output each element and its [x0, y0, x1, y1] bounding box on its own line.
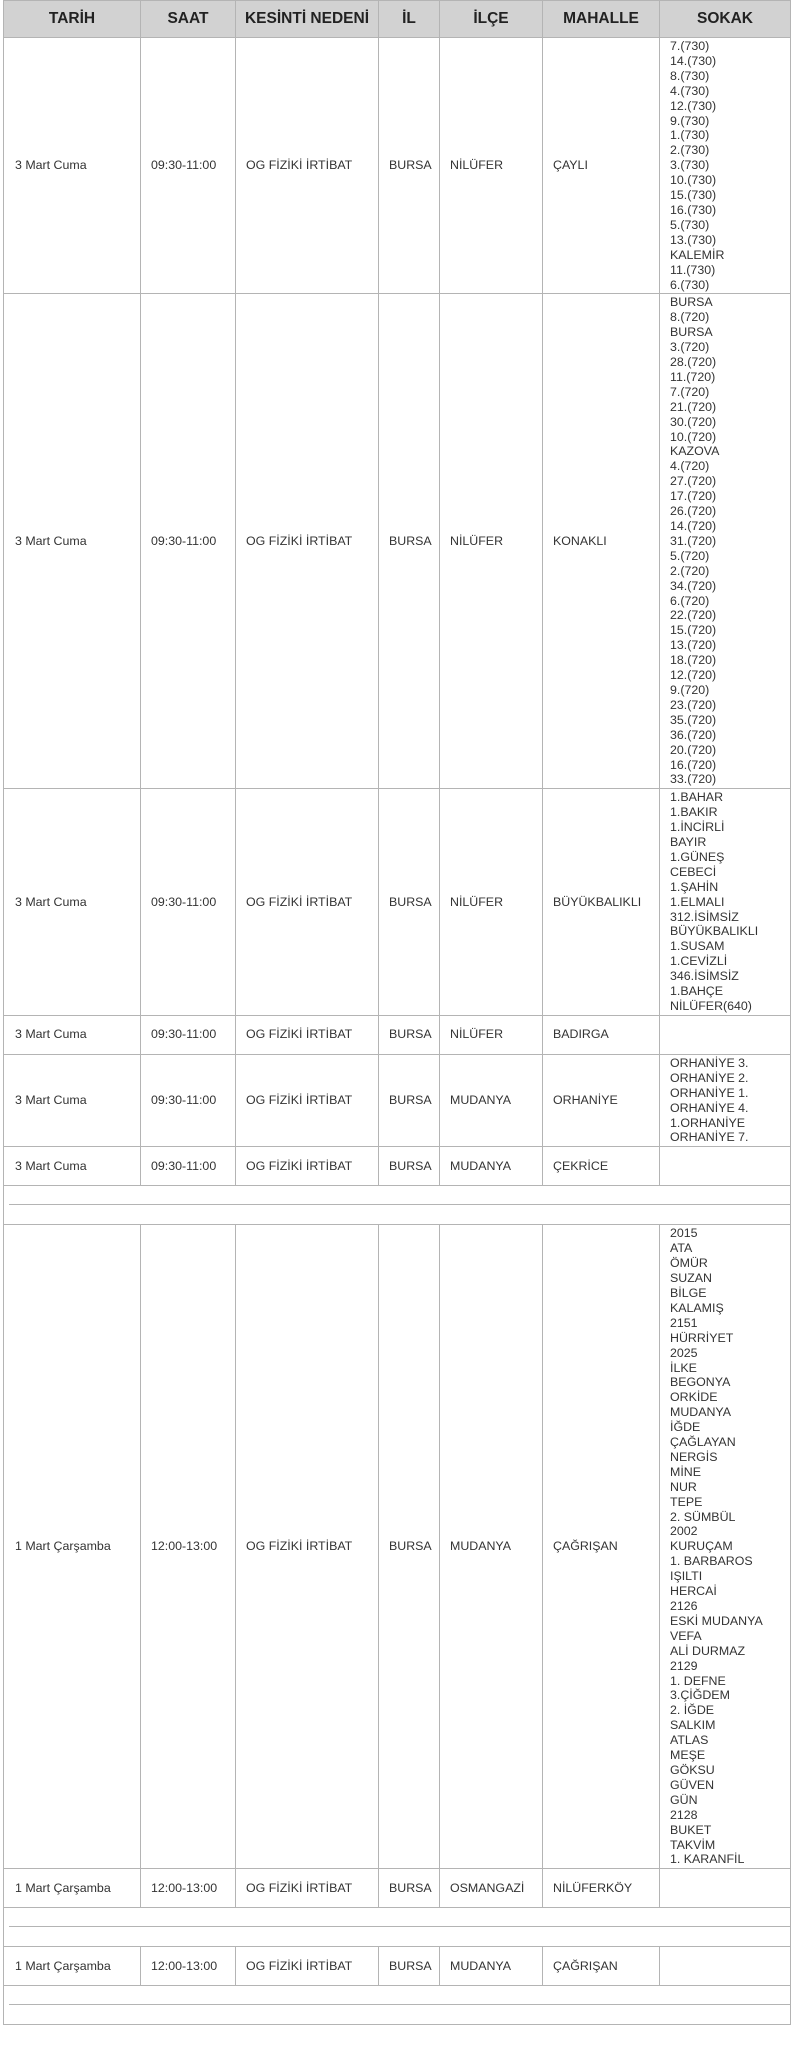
street-name: NİLÜFER(640) [670, 999, 752, 1013]
cell-il: BURSA [379, 1947, 440, 1986]
street-name: 1.ORHANİYE [670, 1115, 746, 1130]
street-name: 9.(720) [670, 682, 710, 697]
cell-mahalle: BADIRGA [543, 1015, 660, 1054]
street-name: 1.(730) [670, 128, 710, 143]
street-name: 3.ÇİĞDEM [670, 1688, 730, 1703]
street-name: KURUÇAM [670, 1539, 733, 1554]
street-name: NERGİS [670, 1449, 718, 1464]
cell-mahalle: KONAKLI [543, 294, 660, 789]
street-name: 1.ŞAHİN [670, 879, 719, 894]
street-name: ATA [670, 1241, 693, 1256]
header-ilce: İLÇE [440, 1, 543, 38]
cell-sokak [660, 1147, 791, 1186]
street-name: ORHANİYE 4. [670, 1100, 749, 1115]
street-name: KALEMİR [670, 247, 725, 262]
street-name: 14.(730) [670, 53, 717, 68]
cell-sokak [660, 294, 791, 789]
street-name: KAZOVA [670, 444, 720, 459]
street-name: 2015 [670, 1226, 698, 1241]
street-name: 4.(720) [670, 459, 710, 474]
street-name: 10.(730) [670, 173, 717, 188]
street-name: GÜVEN [670, 1777, 715, 1792]
table-row [4, 38, 791, 294]
cell-il: BURSA [379, 1147, 440, 1186]
street-name: BURSA [670, 325, 713, 340]
cell-mahalle: ÇAĞRIŞAN [543, 1225, 660, 1869]
street-name: BUKET [670, 1822, 712, 1837]
cell-mahalle: NİLÜFERKÖY [543, 1869, 660, 1908]
street-name: 1. KARANFİL [670, 1852, 745, 1867]
cell-kesinti-nedeni: OG FİZİKİ İRTİBAT [236, 1869, 379, 1908]
separator-row [4, 1186, 791, 1225]
street-name: 14.(720) [670, 519, 717, 533]
cell-kesinti-nedeni: OG FİZİKİ İRTİBAT [236, 294, 379, 789]
cell-sokak [660, 789, 791, 1016]
cell-saat: 12:00-13:00 [141, 1225, 236, 1869]
cell-ilce: NİLÜFER [440, 1015, 543, 1054]
street-name: KALAMIŞ [670, 1300, 724, 1315]
street-name: 10.(720) [670, 429, 717, 444]
cell-tarih: 3 Mart Cuma [4, 294, 141, 789]
cell-tarih: 3 Mart Cuma [4, 1054, 141, 1146]
cell-saat: 09:30-11:00 [141, 1054, 236, 1146]
street-name: 36.(720) [670, 727, 717, 742]
cell-kesinti-nedeni: OG FİZİKİ İRTİBAT [236, 1015, 379, 1054]
header-saat: SAAT [141, 1, 236, 38]
street-name: 2126 [670, 1599, 698, 1613]
cell-kesinti-nedeni: OG FİZİKİ İRTİBAT [236, 1947, 379, 1986]
street-name: 17.(720) [670, 489, 717, 504]
street-name: 1.BAHAR [670, 790, 724, 805]
street-name: 23.(720) [670, 697, 717, 712]
street-name: 2.(720) [670, 563, 710, 578]
header-mahalle: MAHALLE [543, 1, 660, 38]
cell-il: BURSA [379, 294, 440, 789]
street-name: BAYIR [670, 835, 707, 850]
street-name: 1.SUSAM [670, 939, 725, 954]
cell-mahalle: ÇAYLI [543, 38, 660, 294]
street-name: BURSA [670, 295, 713, 310]
street-name: SALKIM [670, 1718, 716, 1733]
header-row [4, 1, 791, 38]
street-name: 12.(730) [670, 98, 717, 113]
cell-tarih: 3 Mart Cuma [4, 789, 141, 1016]
street-name: İLKE [670, 1360, 697, 1375]
street-name: 1.CEVİZLİ [670, 954, 728, 969]
street-name: GÜN [670, 1792, 698, 1807]
cell-kesinti-nedeni: OG FİZİKİ İRTİBAT [236, 1147, 379, 1186]
cell-saat: 09:30-11:00 [141, 38, 236, 294]
cell-mahalle: ORHANİYE [543, 1054, 660, 1146]
cell-il: BURSA [379, 789, 440, 1016]
street-name: 35.(720) [670, 712, 717, 727]
cell-tarih: 3 Mart Cuma [4, 38, 141, 294]
street-name: NUR [670, 1479, 697, 1494]
street-name: 1.GÜNEŞ [670, 849, 725, 864]
street-name: 16.(720) [670, 757, 717, 772]
separator-cell [4, 1908, 791, 1947]
street-name: 16.(730) [670, 202, 717, 217]
street-name: 20.(720) [670, 742, 717, 757]
street-name: MEŞE [670, 1748, 706, 1763]
cell-ilce: NİLÜFER [440, 38, 543, 294]
street-name: BİLGE [670, 1285, 707, 1300]
street-name: 5.(730) [670, 217, 710, 232]
table-row [4, 1054, 791, 1146]
cell-saat: 09:30-11:00 [141, 1015, 236, 1054]
street-name: ÖMÜR [670, 1256, 708, 1271]
cell-ilce: NİLÜFER [440, 789, 543, 1016]
street-name: IŞILTI [670, 1569, 703, 1584]
table-row [4, 1225, 791, 1869]
street-name: 28.(720) [670, 355, 717, 370]
cell-il: BURSA [379, 1054, 440, 1146]
street-name: 21.(720) [670, 399, 717, 414]
street-name: TEPE [670, 1494, 703, 1509]
table-row [4, 1015, 791, 1054]
street-name: MİNE [670, 1464, 701, 1479]
cell-tarih: 3 Mart Cuma [4, 1147, 141, 1186]
street-name: 8.(730) [670, 68, 710, 83]
cell-tarih: 1 Mart Çarşamba [4, 1947, 141, 1986]
street-name: 2. SÜMBÜL [670, 1509, 736, 1524]
street-name: ORHANİYE 2. [670, 1070, 749, 1085]
cell-saat: 09:30-11:00 [141, 294, 236, 789]
table-body [4, 38, 791, 2025]
cell-mahalle: ÇAĞRIŞAN [543, 1947, 660, 1986]
street-name: 1.BAKIR [670, 805, 718, 820]
street-name: SUZAN [670, 1271, 712, 1286]
street-name: 1. BARBAROS [670, 1554, 753, 1569]
street-name: ORHANİYE 3. [670, 1055, 749, 1070]
street-name: 2129 [670, 1658, 698, 1673]
cell-sokak [660, 1869, 791, 1908]
street-name: 30.(720) [670, 414, 717, 429]
header-sokak: SOKAK [660, 1, 791, 38]
cell-il: BURSA [379, 38, 440, 294]
street-name: ÇAĞLAYAN [670, 1435, 736, 1450]
table-row [4, 294, 791, 789]
street-name: ESKİ MUDANYA [670, 1613, 763, 1628]
cell-kesinti-nedeni: OG FİZİKİ İRTİBAT [236, 789, 379, 1016]
street-name: 6.(720) [670, 593, 710, 608]
separator-line [9, 1926, 790, 1927]
street-name: 2151 [670, 1315, 698, 1330]
cell-mahalle: ÇEKRİCE [543, 1147, 660, 1186]
street-name: 1.İNCİRLİ [670, 820, 725, 835]
street-name: 346.İSİMSİZ [670, 969, 739, 984]
street-name: 34.(720) [670, 578, 717, 593]
street-name: CEBECİ [670, 864, 717, 879]
street-name: 11.(720) [670, 369, 716, 384]
street-name: 2002 [670, 1524, 698, 1539]
street-name: 1. DEFNE [670, 1673, 726, 1688]
street-name: 1.ELMALI [670, 894, 725, 909]
cell-il: BURSA [379, 1869, 440, 1908]
street-name: ORHANİYE 7. [670, 1130, 749, 1145]
street-name: 11.(730) [670, 262, 716, 277]
street-name: 31.(720) [670, 533, 717, 548]
separator-line [9, 2004, 790, 2005]
header-kesinti-nedeni: KESİNTİ NEDENİ [236, 1, 379, 38]
street-name: 18.(720) [670, 653, 717, 668]
street-name: BEGONYA [670, 1375, 731, 1390]
cell-tarih: 1 Mart Çarşamba [4, 1225, 141, 1869]
separator-line [9, 1204, 790, 1205]
street-name: ORKİDE [670, 1390, 718, 1405]
street-name: 2.(730) [670, 143, 710, 158]
cell-ilce: NİLÜFER [440, 294, 543, 789]
cell-tarih: 1 Mart Çarşamba [4, 1869, 141, 1908]
cell-ilce: MUDANYA [440, 1147, 543, 1186]
separator-row [4, 1908, 791, 1947]
street-name: 3.(730) [670, 158, 710, 173]
cell-kesinti-nedeni: OG FİZİKİ İRTİBAT [236, 38, 379, 294]
street-name: 12.(720) [670, 668, 717, 683]
street-name: 2025 [670, 1345, 698, 1360]
cell-il: BURSA [379, 1015, 440, 1054]
cell-sokak [660, 1947, 791, 1986]
header-il: İL [379, 1, 440, 38]
cell-sokak [660, 1225, 791, 1869]
cell-saat: 09:30-11:00 [141, 1147, 236, 1186]
separator-cell [4, 1186, 791, 1225]
street-name: 33.(720) [670, 772, 717, 787]
cell-tarih: 3 Mart Cuma [4, 1015, 141, 1054]
street-name: 312.İSİMSİZ [670, 909, 739, 924]
street-name: 13.(720) [670, 638, 717, 653]
separator-row [4, 1986, 791, 2025]
cell-kesinti-nedeni: OG FİZİKİ İRTİBAT [236, 1225, 379, 1869]
cell-mahalle: BÜYÜKBALIKLI [543, 789, 660, 1016]
street-name: 13.(730) [670, 232, 717, 247]
cell-sokak [660, 38, 791, 294]
street-name: VEFA [670, 1628, 702, 1643]
street-name: 5.(720) [670, 548, 710, 563]
street-name: 4.(730) [670, 83, 710, 98]
cell-ilce: MUDANYA [440, 1054, 543, 1146]
table-row [4, 789, 791, 1016]
cell-ilce: MUDANYA [440, 1225, 543, 1869]
cell-il: BURSA [379, 1225, 440, 1869]
street-name: TAKVİM [670, 1837, 716, 1852]
street-name: 15.(730) [670, 188, 717, 203]
cell-saat: 12:00-13:00 [141, 1869, 236, 1908]
street-name: 15.(720) [670, 623, 717, 638]
street-name: 7.(730) [670, 39, 710, 53]
table-row [4, 1147, 791, 1186]
cell-sokak [660, 1054, 791, 1146]
cell-ilce: OSMANGAZİ [440, 1869, 543, 1908]
table-row [4, 1947, 791, 1986]
street-name: 6.(730) [670, 277, 710, 292]
separator-cell [4, 1986, 791, 2025]
street-name: 2128 [670, 1807, 698, 1822]
cell-ilce: MUDANYA [440, 1947, 543, 1986]
street-name: 7.(720) [670, 384, 710, 399]
street-name: ALİ DURMAZ [670, 1643, 746, 1658]
street-name: 2. İĞDE [670, 1703, 715, 1718]
street-name: HÜRRİYET [670, 1330, 734, 1345]
street-name: ORHANİYE 1. [670, 1085, 749, 1100]
street-name: 8.(720) [670, 310, 710, 325]
street-name: 26.(720) [670, 504, 717, 519]
street-name: ATLAS [670, 1733, 709, 1748]
street-name: BÜYÜKBALIKLI [670, 924, 759, 939]
cell-saat: 09:30-11:00 [141, 789, 236, 1016]
street-name: GÖKSU [670, 1762, 715, 1777]
table-row [4, 1869, 791, 1908]
street-name: MUDANYA [670, 1405, 732, 1420]
street-name: HERCAİ [670, 1584, 717, 1599]
street-name: 22.(720) [670, 608, 717, 623]
street-name: 1.BAHÇE [670, 984, 724, 999]
outage-table [3, 0, 791, 2025]
header-tarih: TARİH [4, 1, 141, 38]
street-name: 9.(730) [670, 113, 710, 128]
street-name: 3.(720) [670, 340, 710, 355]
cell-sokak [660, 1015, 791, 1054]
cell-saat: 12:00-13:00 [141, 1947, 236, 1986]
street-name: İĞDE [670, 1420, 701, 1435]
cell-kesinti-nedeni: OG FİZİKİ İRTİBAT [236, 1054, 379, 1146]
street-name: 27.(720) [670, 474, 717, 489]
